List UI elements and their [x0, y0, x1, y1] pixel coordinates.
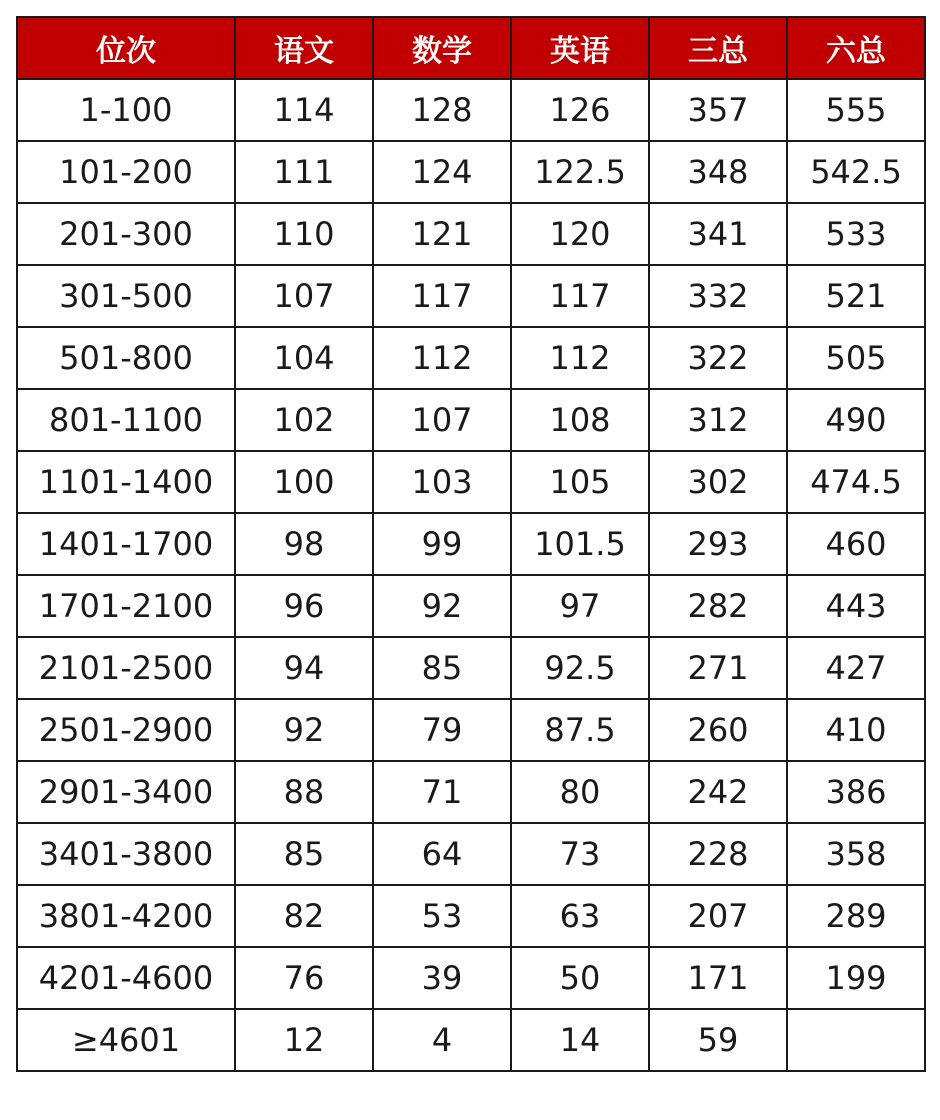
header-row	[17, 17, 925, 79]
cell-rank: 4201-4600	[17, 947, 235, 1009]
table-row	[17, 1009, 925, 1071]
cell-chinese: 94	[235, 637, 373, 699]
cell-english: 50	[511, 947, 649, 1009]
table-row	[17, 327, 925, 389]
cell-english: 122.5	[511, 141, 649, 203]
table-row	[17, 513, 925, 575]
cell-rank: 1-100	[17, 79, 235, 141]
cell-chinese: 82	[235, 885, 373, 947]
cell-math: 85	[373, 637, 511, 699]
cell-three-total: 59	[649, 1009, 787, 1071]
cell-math: 79	[373, 699, 511, 761]
cell-rank: ≥4601	[17, 1009, 235, 1071]
table-row	[17, 141, 925, 203]
cell-three-total: 207	[649, 885, 787, 947]
cell-english: 73	[511, 823, 649, 885]
cell-chinese: 100	[235, 451, 373, 513]
cell-three-total: 271	[649, 637, 787, 699]
table-body	[17, 79, 925, 1071]
cell-chinese: 110	[235, 203, 373, 265]
header-math: 数学	[373, 17, 511, 79]
cell-rank: 201-300	[17, 203, 235, 265]
table-row	[17, 265, 925, 327]
cell-three-total: 341	[649, 203, 787, 265]
cell-math: 121	[373, 203, 511, 265]
cell-math: 117	[373, 265, 511, 327]
cell-three-total: 293	[649, 513, 787, 575]
cell-three-total: 312	[649, 389, 787, 451]
cell-math: 107	[373, 389, 511, 451]
cell-rank: 2901-3400	[17, 761, 235, 823]
cell-english: 87.5	[511, 699, 649, 761]
cell-six-total: 460	[787, 513, 925, 575]
cell-math: 4	[373, 1009, 511, 1071]
cell-chinese: 96	[235, 575, 373, 637]
cell-six-total: 443	[787, 575, 925, 637]
table-row	[17, 947, 925, 1009]
cell-english: 101.5	[511, 513, 649, 575]
cell-rank: 501-800	[17, 327, 235, 389]
cell-three-total: 242	[649, 761, 787, 823]
cell-three-total: 348	[649, 141, 787, 203]
cell-six-total: 427	[787, 637, 925, 699]
cell-english: 97	[511, 575, 649, 637]
cell-rank: 2101-2500	[17, 637, 235, 699]
cell-math: 103	[373, 451, 511, 513]
table-header	[17, 17, 925, 79]
cell-english: 120	[511, 203, 649, 265]
cell-six-total	[787, 1009, 925, 1071]
cell-rank: 1401-1700	[17, 513, 235, 575]
table-row	[17, 389, 925, 451]
cell-three-total: 332	[649, 265, 787, 327]
cell-chinese: 114	[235, 79, 373, 141]
cell-three-total: 322	[649, 327, 787, 389]
cell-math: 112	[373, 327, 511, 389]
table-row	[17, 761, 925, 823]
cell-rank: 101-200	[17, 141, 235, 203]
table-row	[17, 637, 925, 699]
cell-english: 108	[511, 389, 649, 451]
cell-math: 39	[373, 947, 511, 1009]
score-table	[16, 16, 926, 1072]
cell-chinese: 85	[235, 823, 373, 885]
cell-rank: 301-500	[17, 265, 235, 327]
cell-six-total: 289	[787, 885, 925, 947]
cell-three-total: 282	[649, 575, 787, 637]
table-row	[17, 79, 925, 141]
cell-six-total: 410	[787, 699, 925, 761]
cell-math: 64	[373, 823, 511, 885]
cell-math: 53	[373, 885, 511, 947]
cell-six-total: 533	[787, 203, 925, 265]
cell-six-total: 555	[787, 79, 925, 141]
cell-chinese: 76	[235, 947, 373, 1009]
header-chinese: 语文	[235, 17, 373, 79]
cell-six-total: 490	[787, 389, 925, 451]
cell-six-total: 199	[787, 947, 925, 1009]
cell-english: 112	[511, 327, 649, 389]
cell-math: 99	[373, 513, 511, 575]
cell-three-total: 228	[649, 823, 787, 885]
cell-chinese: 107	[235, 265, 373, 327]
header-three-total: 三总	[649, 17, 787, 79]
table-row	[17, 823, 925, 885]
cell-math: 124	[373, 141, 511, 203]
cell-six-total: 358	[787, 823, 925, 885]
table-row	[17, 203, 925, 265]
cell-english: 105	[511, 451, 649, 513]
cell-math: 128	[373, 79, 511, 141]
cell-chinese: 111	[235, 141, 373, 203]
header-six-total: 六总	[787, 17, 925, 79]
cell-three-total: 260	[649, 699, 787, 761]
cell-six-total: 521	[787, 265, 925, 327]
cell-english: 80	[511, 761, 649, 823]
cell-english: 126	[511, 79, 649, 141]
cell-three-total: 171	[649, 947, 787, 1009]
cell-chinese: 88	[235, 761, 373, 823]
cell-rank: 3801-4200	[17, 885, 235, 947]
cell-rank: 2501-2900	[17, 699, 235, 761]
cell-six-total: 505	[787, 327, 925, 389]
table-row	[17, 699, 925, 761]
cell-english: 63	[511, 885, 649, 947]
header-english: 英语	[511, 17, 649, 79]
score-table-container	[16, 16, 926, 1072]
cell-three-total: 302	[649, 451, 787, 513]
cell-chinese: 104	[235, 327, 373, 389]
cell-three-total: 357	[649, 79, 787, 141]
cell-six-total: 542.5	[787, 141, 925, 203]
cell-rank: 3401-3800	[17, 823, 235, 885]
header-rank: 位次	[17, 17, 235, 79]
cell-six-total: 474.5	[787, 451, 925, 513]
cell-rank: 801-1100	[17, 389, 235, 451]
table-row	[17, 885, 925, 947]
cell-math: 92	[373, 575, 511, 637]
cell-rank: 1101-1400	[17, 451, 235, 513]
table-row	[17, 575, 925, 637]
cell-chinese: 102	[235, 389, 373, 451]
cell-rank: 1701-2100	[17, 575, 235, 637]
cell-six-total: 386	[787, 761, 925, 823]
cell-english: 117	[511, 265, 649, 327]
table-row	[17, 451, 925, 513]
cell-chinese: 92	[235, 699, 373, 761]
cell-chinese: 98	[235, 513, 373, 575]
cell-english: 14	[511, 1009, 649, 1071]
cell-chinese: 12	[235, 1009, 373, 1071]
cell-math: 71	[373, 761, 511, 823]
cell-english: 92.5	[511, 637, 649, 699]
